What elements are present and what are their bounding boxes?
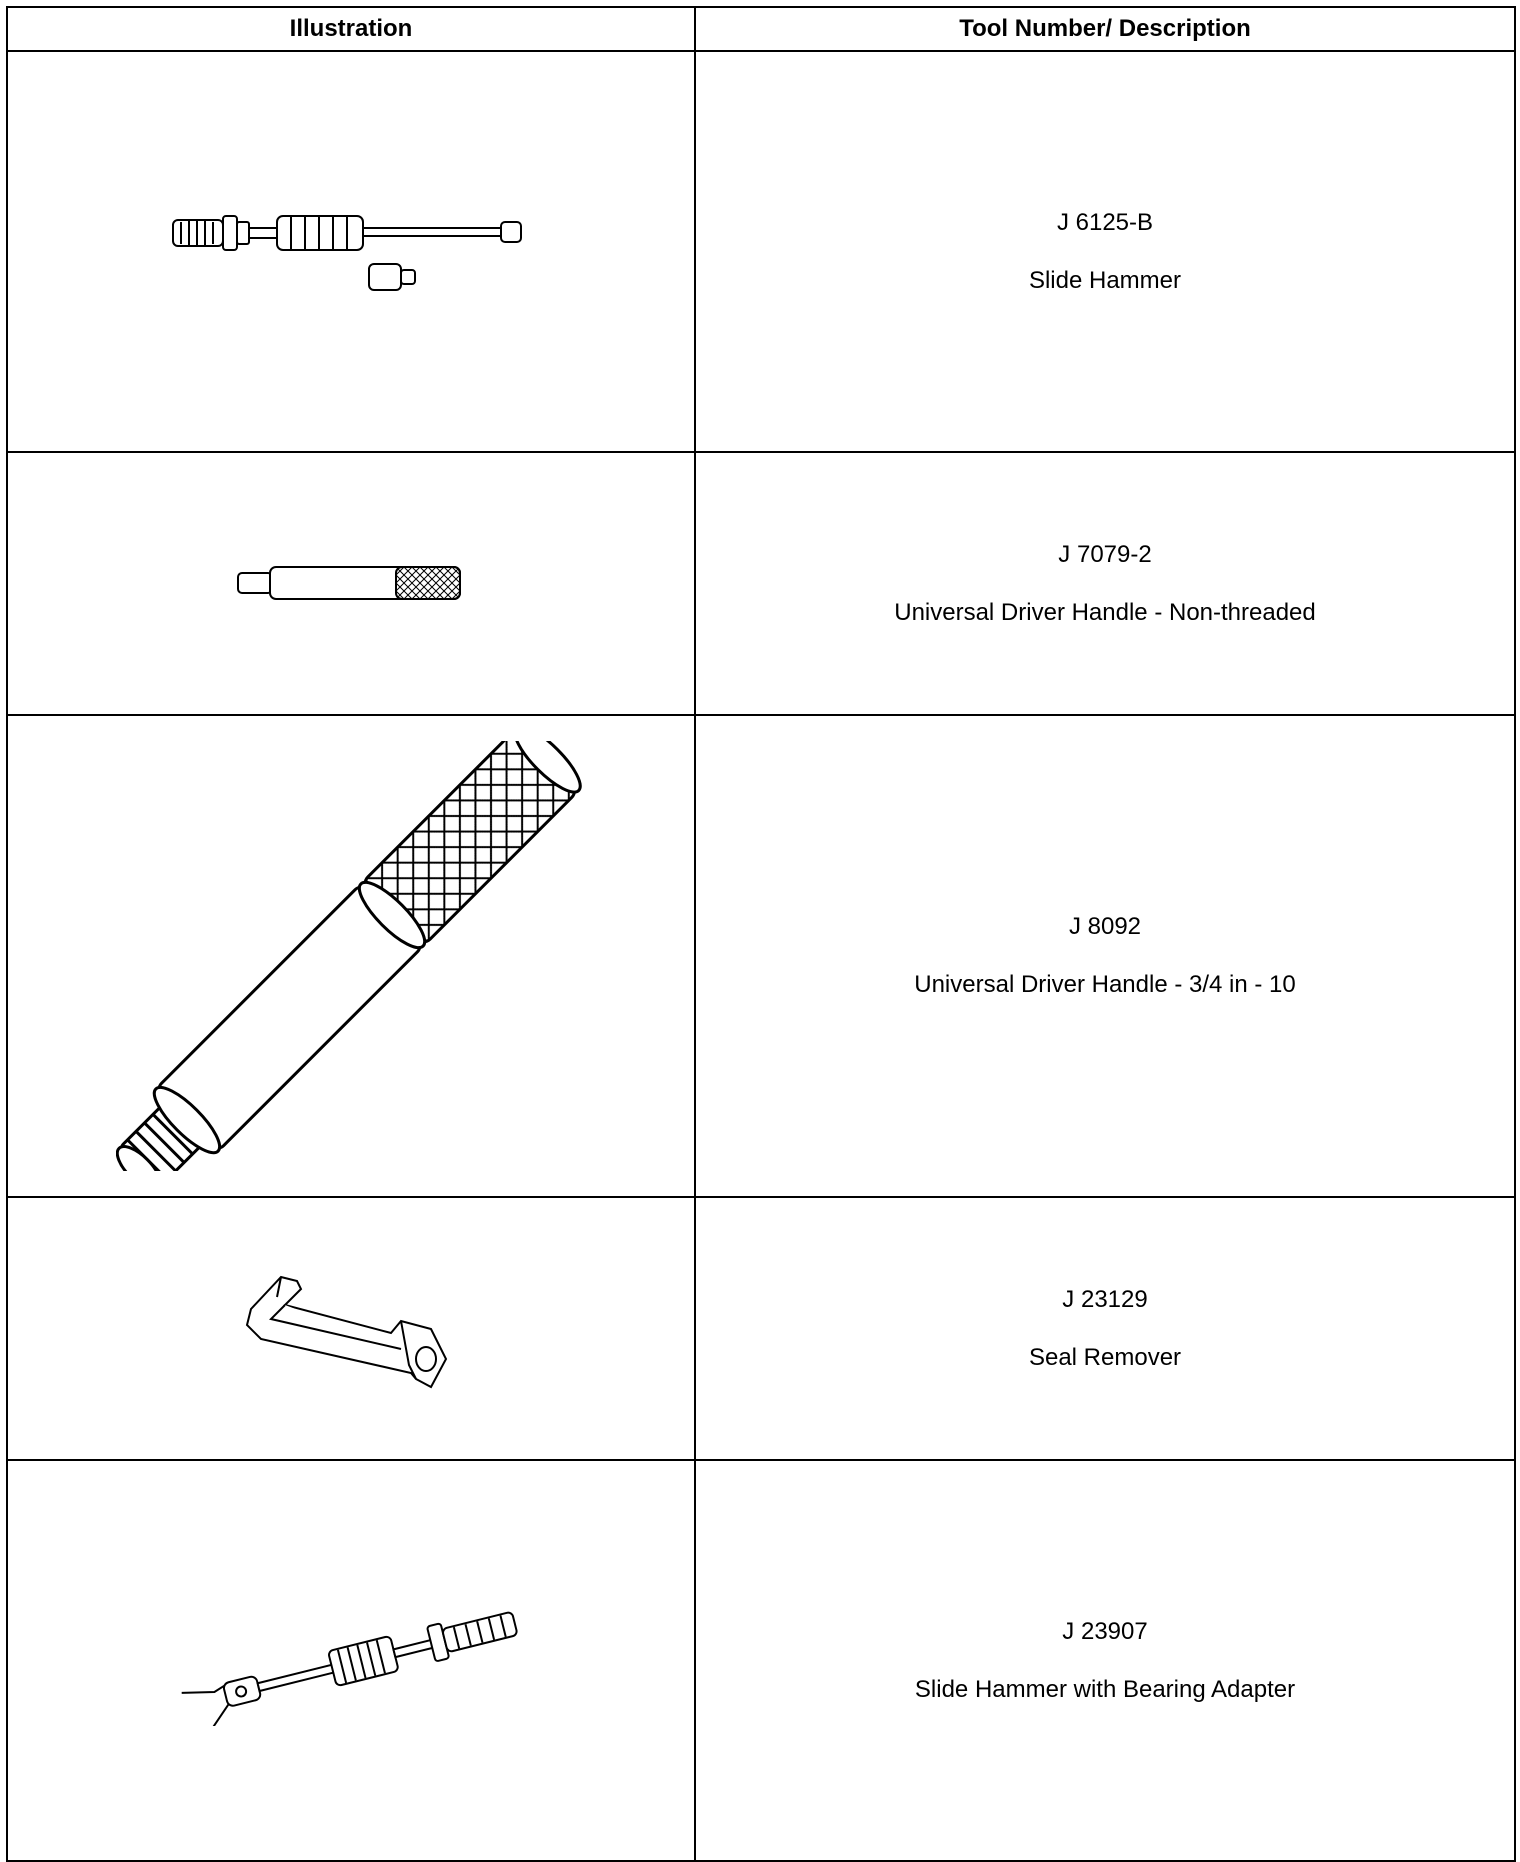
tool-number: J 23129 [1062, 1285, 1148, 1313]
tool-description: Slide Hammer [1028, 266, 1182, 294]
description-cell [695, 452, 1515, 715]
table-row [7, 1460, 1515, 1861]
slide-hammer-icon [171, 202, 531, 302]
description-cell [695, 51, 1515, 452]
table-row [7, 452, 1515, 715]
special-tools-table [6, 6, 1516, 1862]
tool-number: J 7079-2 [1058, 540, 1152, 568]
description-cell [695, 715, 1515, 1197]
tool-description: Slide Hammer with Bearing Adapter [914, 1675, 1296, 1703]
tool-description: Universal Driver Handle - 3/4 in - 10 [914, 971, 1296, 998]
slide-hammer-bearing-adapter-icon [171, 1596, 531, 1726]
illustration-cell [7, 1197, 695, 1460]
tool-description: Seal Remover [1028, 1343, 1182, 1371]
driver-handle-icon [236, 559, 466, 609]
table-header-row [7, 7, 1515, 51]
description-cell [695, 1197, 1515, 1460]
illustration-cell [7, 715, 695, 1197]
illustration-column-header: Illustration [7, 7, 695, 51]
threaded-driver-handle-icon [116, 741, 586, 1171]
illustration-cell [7, 452, 695, 715]
table-row [7, 715, 1515, 1197]
illustration-cell [7, 1460, 695, 1861]
tool-sheet [6, 6, 1514, 1862]
tool-description: Universal Driver Handle - Non-threaded [894, 598, 1316, 626]
description-column-header: Tool Number/ Description [695, 7, 1515, 51]
description-cell [695, 1460, 1515, 1861]
seal-remover-icon [241, 1269, 461, 1389]
table-row [7, 51, 1515, 452]
tool-number: J 8092 [1068, 913, 1142, 940]
tool-number: J 6125-B [1056, 208, 1154, 236]
illustration-cell [7, 51, 695, 452]
table-row [7, 1197, 1515, 1460]
tool-number: J 23907 [1062, 1617, 1148, 1645]
